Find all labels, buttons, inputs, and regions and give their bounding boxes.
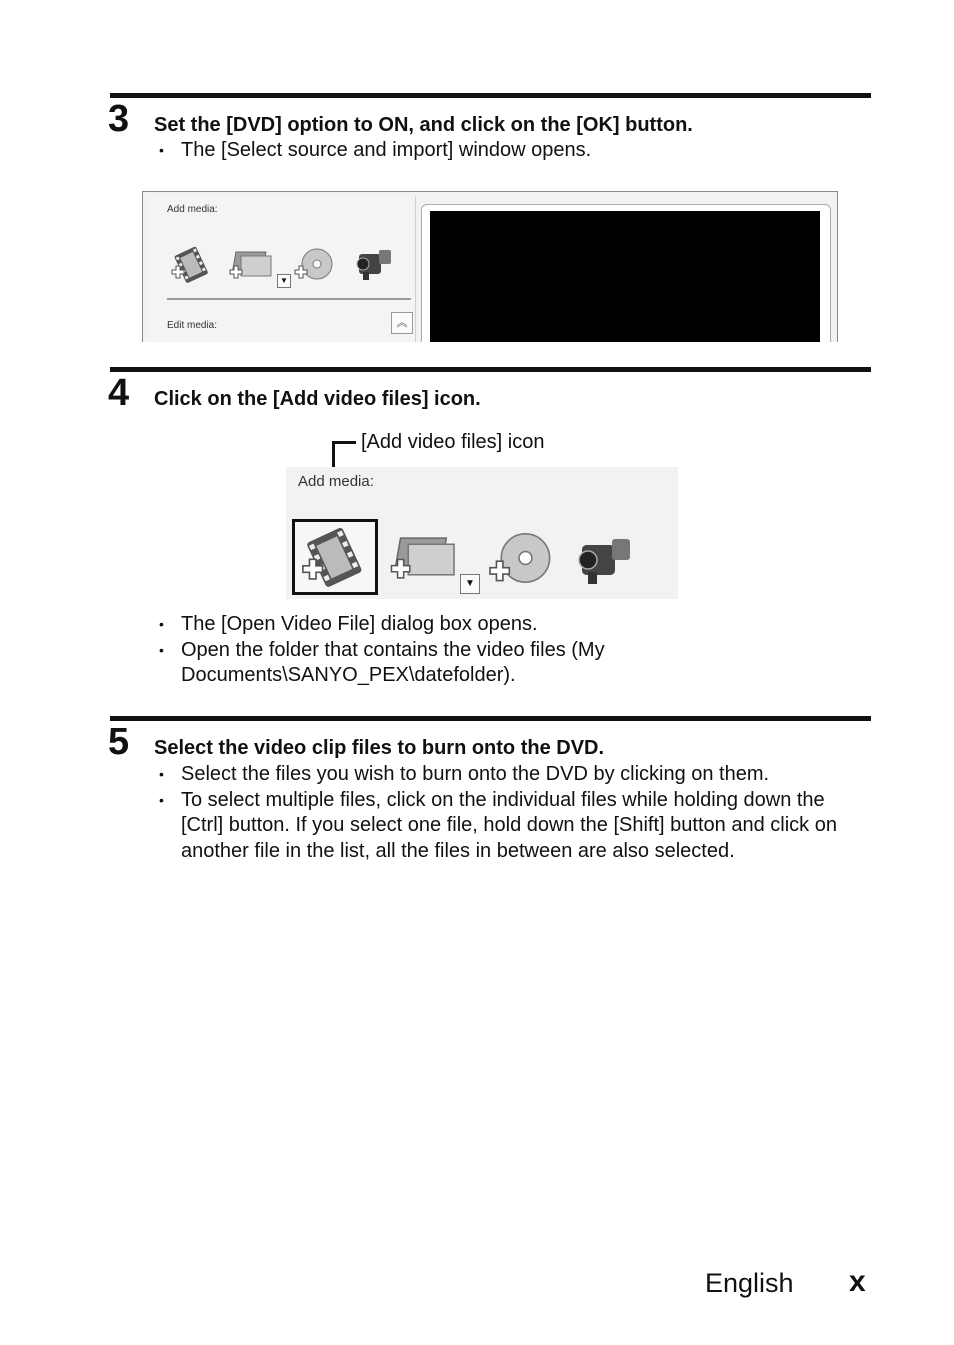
list-item: • To select multiple files, click on the individual files while holding down the [Ctrl] button. If you select one file, hold down the [Shift] button and click on another file in the list, all the files in between are also selected. bbox=[159, 788, 837, 862]
step-3-heading: Set the [DVD] option to ON, and click on the [OK] button. bbox=[154, 114, 693, 136]
film-icon[interactable] bbox=[169, 244, 213, 284]
select-source-window-screenshot bbox=[142, 191, 838, 342]
step-3-number: 3 bbox=[108, 98, 130, 140]
footer-language: English bbox=[705, 1268, 794, 1298]
page-number: x bbox=[849, 1265, 866, 1298]
photo-icon[interactable] bbox=[386, 529, 458, 587]
panel-divider bbox=[167, 298, 411, 300]
add-media-label: Add media: bbox=[298, 473, 374, 490]
camcorder-icon[interactable] bbox=[570, 527, 636, 587]
film-icon[interactable] bbox=[298, 523, 370, 589]
step-4-heading: Click on the [Add video files] icon. bbox=[154, 388, 481, 410]
list-item: • Select the files you wish to burn onto the DVD by clicking on them. bbox=[159, 763, 770, 785]
add-media-panel bbox=[147, 196, 416, 342]
photo-icon[interactable] bbox=[227, 246, 273, 284]
chevron-down-icon[interactable]: ▼ bbox=[277, 274, 291, 288]
step-4-bullets bbox=[159, 612, 659, 689]
step-4-number: 4 bbox=[108, 372, 130, 414]
chevron-down-icon[interactable]: ▼ bbox=[460, 574, 480, 594]
add-media-zoom-screenshot bbox=[286, 467, 678, 599]
edit-media-label: Edit media: bbox=[167, 320, 218, 331]
preview-screen bbox=[430, 211, 820, 342]
add-media-label: Add media: bbox=[167, 204, 218, 215]
disc-icon[interactable] bbox=[293, 246, 333, 282]
list-item: • The [Open Video File] dialog box opens. bbox=[159, 613, 538, 635]
step-5-rule bbox=[110, 716, 871, 721]
camcorder-icon[interactable] bbox=[351, 242, 395, 282]
step-3-rule bbox=[110, 93, 871, 98]
step-4-rule bbox=[110, 367, 871, 372]
step-5-bullets bbox=[159, 762, 871, 864]
step-5-number: 5 bbox=[108, 721, 130, 763]
list-item: • Open the folder that contains the video files (My Documents\SANYO_PEX\datefolder). bbox=[159, 638, 605, 686]
step-3-bullets bbox=[159, 138, 871, 164]
preview-area bbox=[421, 204, 831, 342]
callout-label: [Add video files] icon bbox=[361, 431, 545, 453]
step-5-heading: Select the video clip files to burn onto the DVD. bbox=[154, 737, 605, 759]
double-chevron-up-icon[interactable]: ︽ bbox=[391, 312, 413, 334]
list-item: • The [Select source and import] window opens. bbox=[159, 139, 592, 161]
callout-line-horizontal bbox=[332, 441, 356, 444]
disc-icon[interactable] bbox=[486, 529, 552, 587]
